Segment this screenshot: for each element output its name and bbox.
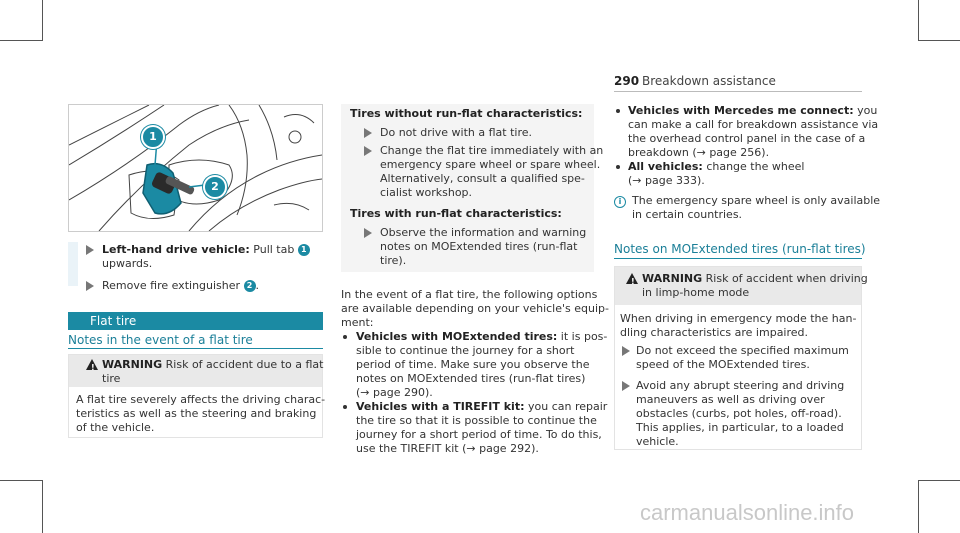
- bullet-bold: Vehicles with MOExtended tires:: [356, 330, 558, 343]
- bullet-mercedes-me: [628, 104, 877, 118]
- crop-mark: [918, 480, 919, 533]
- panel-step-1: Do not drive with a flat tire.: [380, 126, 533, 139]
- panel-step-3-line: notes on MOExtended tires (run-flat: [380, 240, 578, 253]
- warning-head-text: Risk of accident due to a flat: [162, 358, 324, 371]
- warning-body-line: A flat tire severely affects the driving charac-: [76, 393, 326, 406]
- warning-head-line2: in limp-home mode: [642, 286, 750, 299]
- crop-mark: [918, 480, 960, 481]
- step-2: [102, 279, 259, 293]
- badge-1: 1: [298, 244, 310, 256]
- step-arrow-icon: [364, 146, 372, 156]
- warning-step-line: speed of the MOExtended tires.: [636, 358, 810, 371]
- warning-body-line: When driving in emergency mode the han-: [620, 312, 857, 325]
- crop-mark: [0, 40, 42, 41]
- warning-body-line: teristics as well as the steering and braking: [76, 407, 317, 420]
- step-arrow-icon: [622, 346, 630, 356]
- bullet-bold: Vehicles with a TIREFIT kit:: [356, 400, 525, 413]
- warning-icon: !: [86, 359, 98, 370]
- crop-mark: [918, 0, 919, 41]
- step-2-after: .: [255, 279, 260, 292]
- warning-head-line1: [102, 358, 323, 372]
- bullet-all-vehicles: [628, 160, 804, 174]
- crop-mark: [42, 0, 43, 41]
- warning-head-text: Risk of accident when driving: [702, 272, 868, 285]
- intro-line: In the event of a flat tire, the following options: [341, 288, 598, 301]
- page-title: Breakdown assistance: [642, 74, 776, 88]
- page-number: 290: [614, 74, 640, 88]
- bullet-line: period of time. Make sure you observe the: [356, 358, 590, 371]
- bullet-text: you: [853, 104, 878, 117]
- step-arrow-icon: [86, 281, 94, 291]
- step-2-text: Remove fire extinguisher: [102, 279, 244, 292]
- bullet-line: sible to continue the journey for a short: [356, 344, 575, 357]
- info-icon: i: [614, 196, 626, 208]
- section-title: Flat tire: [68, 312, 323, 330]
- warning-icon: !: [626, 273, 638, 284]
- subhead-moextended: Notes on MOExtended tires (run-flat tires): [614, 242, 866, 256]
- bullet-line: the tire so that it is possible to continue the: [356, 414, 597, 427]
- warning-step-line: Do not exceed the specified maximum: [636, 344, 849, 357]
- step-arrow-icon: [364, 128, 372, 138]
- bullet-bold: Vehicles with Mercedes me connect:: [628, 104, 854, 117]
- warning-step-line: vehicle.: [636, 435, 679, 448]
- bullet-text: you can repair: [524, 400, 608, 413]
- warning-body-line: dling characteristics are impaired.: [620, 326, 809, 339]
- warning-step-line: maneuvers as well as driving over: [636, 393, 825, 406]
- bullet-moextended: [356, 330, 607, 344]
- warning-head-line1: [642, 272, 868, 286]
- bullet-bold: All vehicles:: [628, 160, 703, 173]
- warning-step-line: Avoid any abrupt steering and driving: [636, 379, 845, 392]
- step-arrow-icon: [622, 381, 630, 391]
- bullet-line: (→ page 333).: [628, 174, 705, 187]
- warning-label: WARNING: [642, 272, 703, 285]
- panel-step-2-line: cialist workshop.: [380, 186, 473, 199]
- panel-title-2-text: Tires with run-flat characteristics:: [350, 207, 562, 220]
- bullet-line: use the TIREFIT kit (→ page 292).: [356, 442, 539, 455]
- warning-body-line: of the vehicle.: [76, 421, 155, 434]
- seat-illustration: [68, 104, 323, 232]
- bullet-dot: [343, 335, 347, 339]
- badge-2: 2: [244, 280, 256, 292]
- bullet-tirefit: [356, 400, 607, 414]
- subhead-flat-tire: Notes in the event of a flat tire: [68, 333, 253, 347]
- crop-mark: [0, 480, 42, 481]
- bullet-text: it is pos-: [557, 330, 608, 343]
- bullet-line: breakdown (→ page 256).: [628, 146, 770, 159]
- crop-mark: [42, 480, 43, 533]
- bullet-dot: [616, 165, 620, 169]
- intro-line: are available depending on your vehicle's equip-: [341, 302, 609, 315]
- step-1-bold: Left-hand drive vehicle:: [102, 243, 250, 256]
- panel-title-1: [350, 107, 582, 121]
- step-arrow-icon: [364, 228, 372, 238]
- bullet-dot: [616, 109, 620, 113]
- figure-marker-2: 2: [203, 175, 227, 199]
- bullet-line: notes on MOExtended tires (run-flat tires): [356, 372, 586, 385]
- figure-marker-1: 1: [141, 125, 165, 149]
- step-1: [102, 243, 310, 257]
- bullet-line: (→ page 290).: [356, 386, 433, 399]
- seat-drawing: [69, 105, 322, 231]
- bullet-text: change the wheel: [702, 160, 805, 173]
- bullet-dot: [343, 405, 347, 409]
- watermark: carmanualsonline.info: [640, 500, 855, 525]
- bullet-line: can make a call for breakdown assistance via: [628, 118, 879, 131]
- bullet-line: the overhead control panel in the case of a: [628, 132, 866, 145]
- panel-step-2-line: Alternatively, consult a qualified spe-: [380, 172, 585, 185]
- panel-title-2: [350, 207, 562, 221]
- warning-label: WARNING: [102, 358, 163, 371]
- panel-step-2-line: Change the flat tire immediately with an: [380, 144, 604, 157]
- warning-step-line: obstacles (curbs, pot holes, off-road).: [636, 407, 842, 420]
- subhead-rule: [68, 348, 323, 349]
- step-arrow-icon: [86, 245, 94, 255]
- note-line: The emergency spare wheel is only available: [632, 194, 881, 207]
- panel-step-3-line: tire).: [380, 254, 407, 267]
- subhead-rule: [614, 258, 862, 259]
- note-line: in certain countries.: [632, 208, 743, 221]
- step-1-text: Pull tab: [249, 243, 298, 256]
- panel-step-2-line: emergency spare wheel or spare wheel.: [380, 158, 601, 171]
- intro-line: ment:: [341, 316, 374, 329]
- panel-title-1-text: Tires without run-flat characteristics:: [350, 107, 583, 120]
- step-bar: [68, 242, 78, 286]
- bullet-line: journey for a short period of time. To do this,: [356, 428, 602, 441]
- warning-head-line2: tire: [102, 372, 121, 385]
- warning-step-line: This applies, in particular, to a loaded: [636, 421, 844, 434]
- step-1-line2: upwards.: [102, 257, 153, 270]
- header-rule: [614, 91, 862, 92]
- crop-mark: [918, 40, 960, 41]
- panel-step-3-line: Observe the information and warning: [380, 226, 587, 239]
